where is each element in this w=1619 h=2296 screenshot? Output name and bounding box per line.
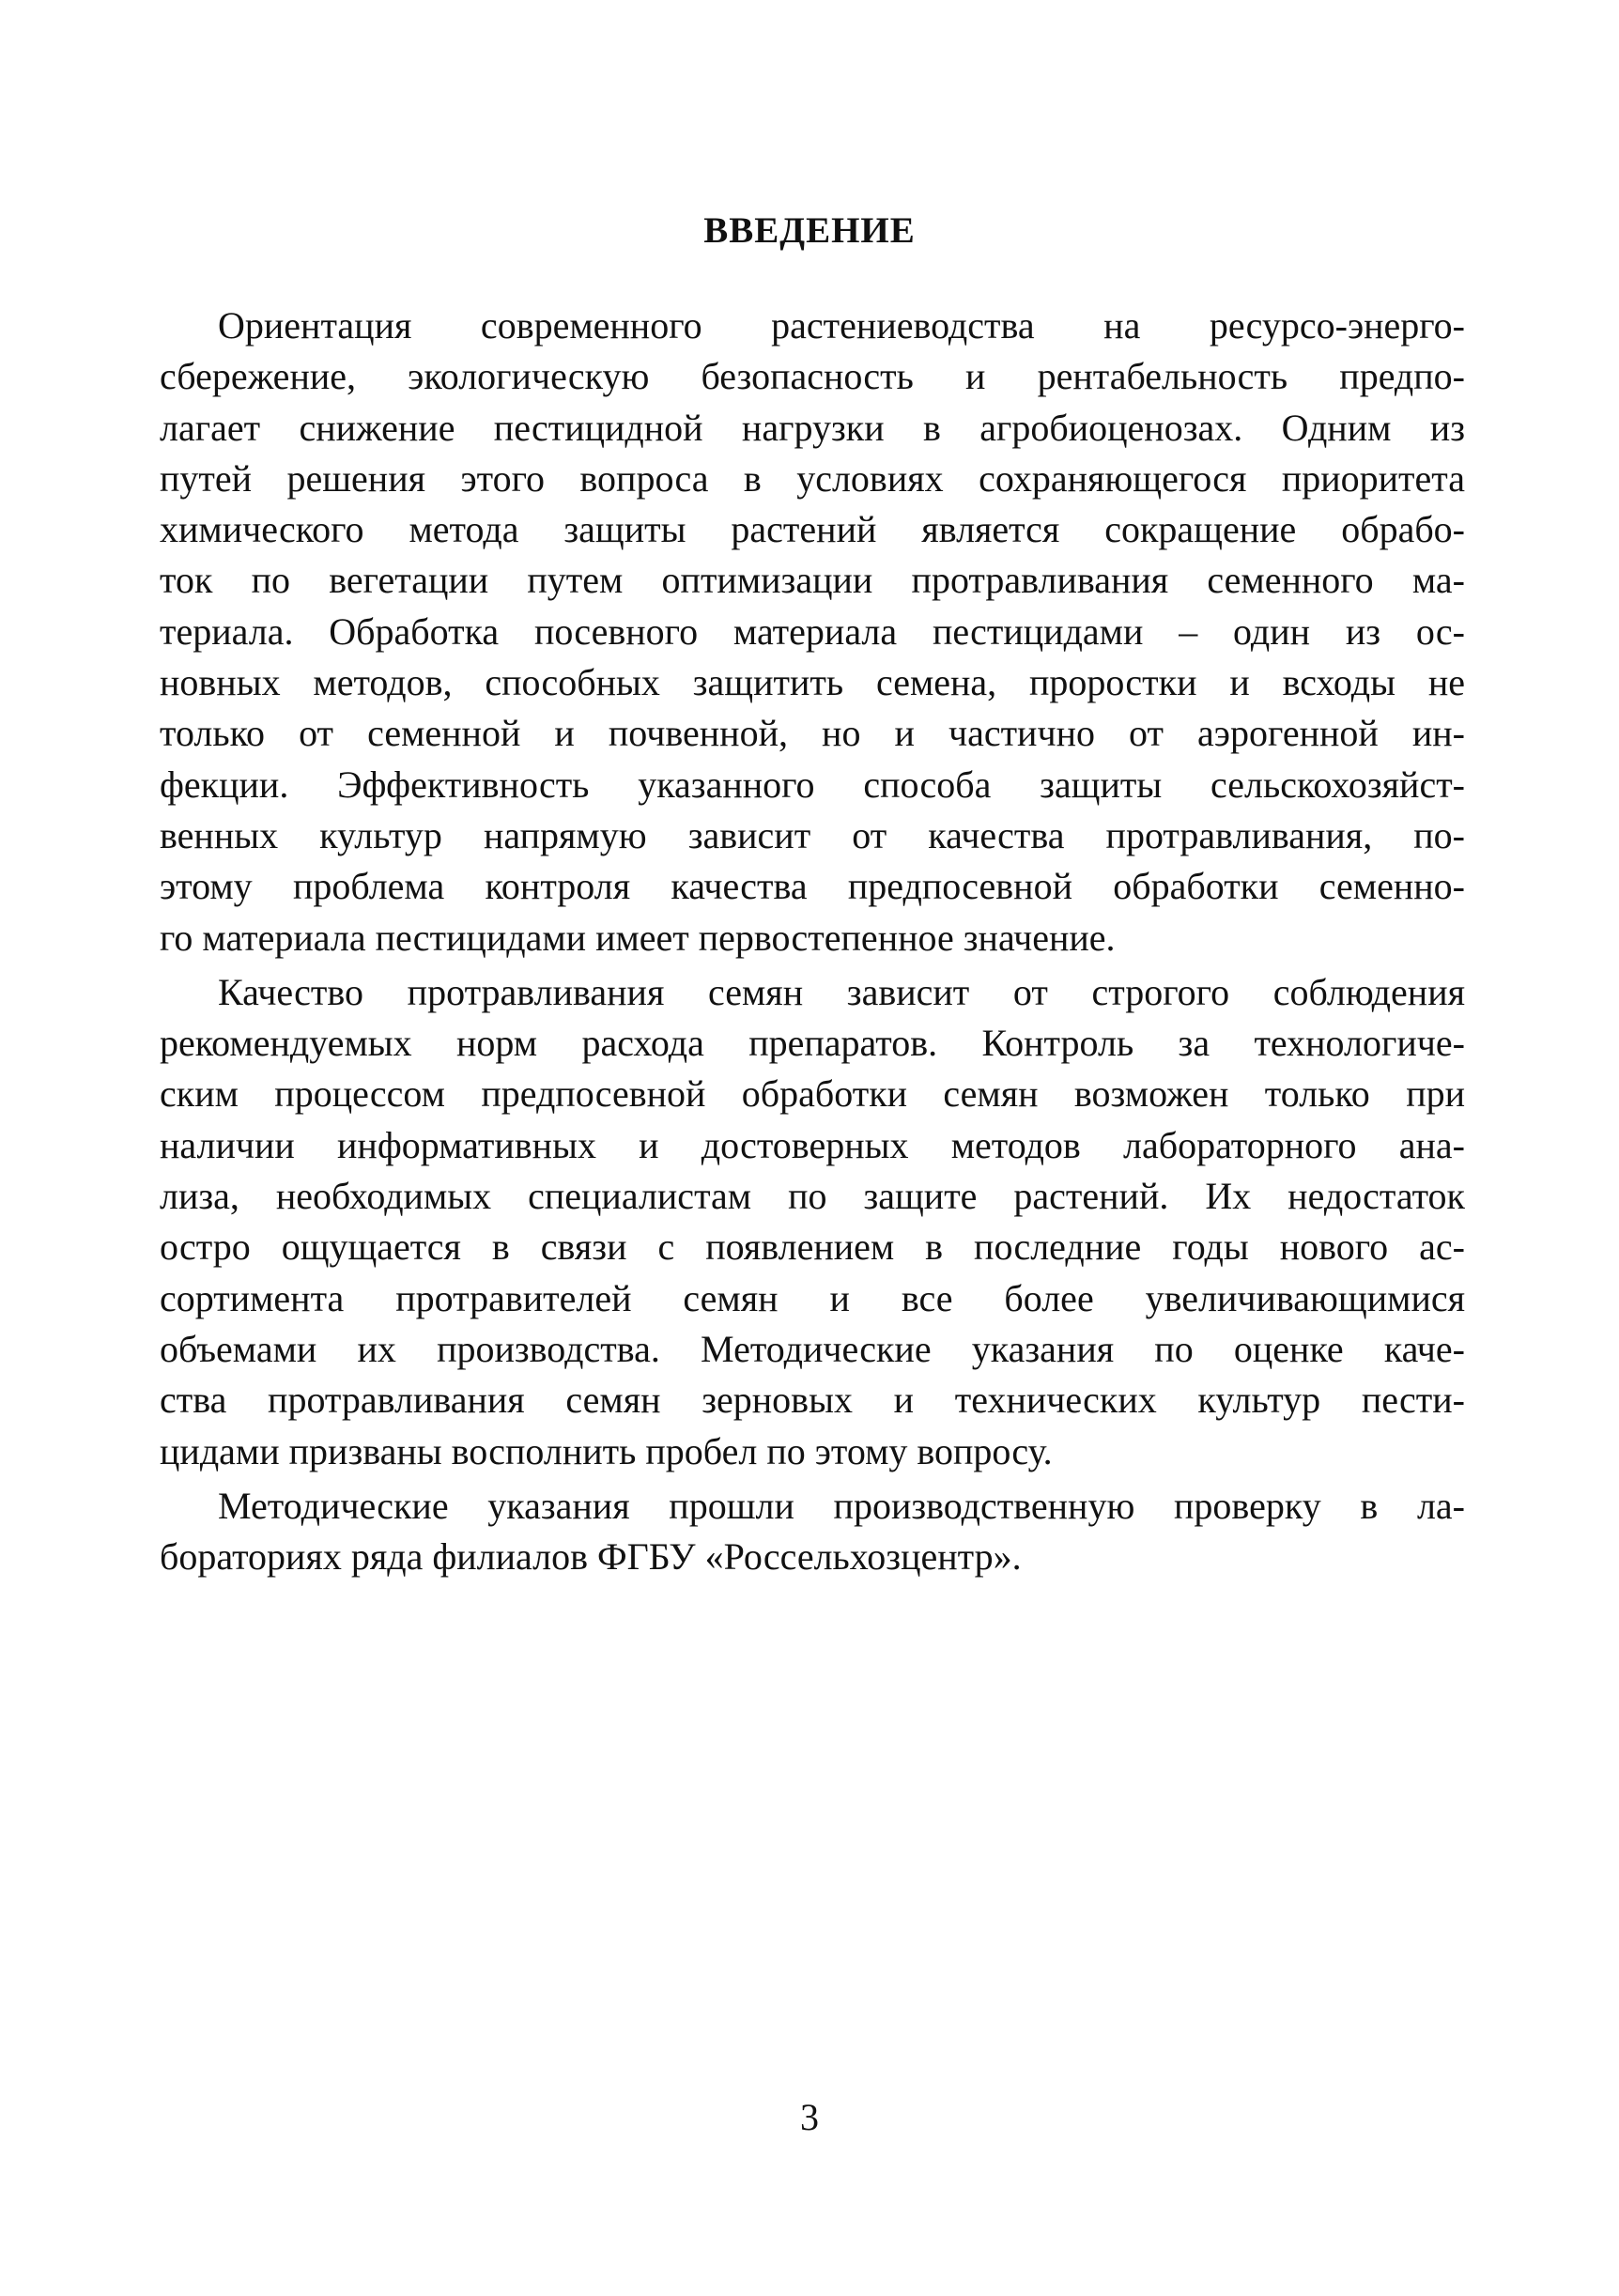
text-line: объемами их производства. Методические указания по оценке каче- — [160, 1327, 1465, 1370]
text-line: фекции. Эффективность указанного способа защиты сельскохозяйст- — [160, 763, 1465, 806]
text-line: Ориентация современного растениеводства на ресурсо-энерго- — [218, 304, 1465, 347]
text-line: лагает снижение пестицидной нагрузки в агробиоценозах. Одним из — [160, 406, 1465, 449]
text-line: только от семенной и почвенной, но и частично от аэрогенной ин- — [160, 712, 1465, 755]
page-number: 3 — [800, 2096, 819, 2138]
text-line: ства протравливания семян зерновых и технических культур пести- — [160, 1379, 1465, 1422]
text-line: сбережение, экологическую безопасность и рентабельность предпо- — [160, 355, 1465, 398]
text-line: сортимента протравителей семян и все более увеличивающимися — [160, 1276, 1465, 1319]
text-line: новных методов, способных защитить семена, проростки и всходы не — [160, 661, 1465, 704]
text-line: Качество протравливания семян зависит от строгого соблюдения — [218, 970, 1465, 1013]
text-line: рекомендуемых норм расхода препаратов. Контроль за технологиче- — [160, 1022, 1465, 1065]
text-line: наличии информативных и достоверных методов лабораторного ана- — [160, 1123, 1465, 1166]
text-line: химического метода защиты растений является сокращение обрабо- — [160, 508, 1465, 551]
text-line: бораториях ряда филиалов ФГБУ «Россельхозцентр». — [160, 1535, 1022, 1579]
text-line: го материала пестицидами имеет первостепенное значение. — [160, 916, 1116, 959]
text-line: цидами призваны восполнить пробел по этому вопросу. — [160, 1429, 1053, 1472]
text-line: ток по вегетации путем оптимизации протравливания семенного ма- — [160, 559, 1465, 602]
text-line: Методические указания прошли производственную проверку в ла- — [218, 1484, 1465, 1527]
paragraph-1 — [160, 300, 1465, 963]
text-line: лиза, необходимых специалистам по защите растений. Их недостаток — [160, 1175, 1465, 1218]
paragraph-2 — [160, 967, 1465, 1477]
text-line: путей решения этого вопроса в условиях сохраняющегося приоритета — [160, 456, 1465, 500]
text-line: венных культур напрямую зависит от качества протравливания, по- — [160, 813, 1465, 856]
paragraph-3 — [160, 1481, 1465, 1583]
text-line: этому проблема контроля качества предпосевной обработки семенно- — [160, 865, 1465, 908]
section-heading: ВВЕДЕНИЕ — [703, 210, 916, 251]
text-line: остро ощущается в связи с появлением в последние годы нового ас- — [160, 1225, 1465, 1269]
text-line: териала. Обработка посевного материала пестицидами – один из ос- — [160, 609, 1465, 653]
body-text — [160, 300, 1465, 1582]
text-line: ским процессом предпосевной обработки семян возможен только при — [160, 1072, 1465, 1116]
